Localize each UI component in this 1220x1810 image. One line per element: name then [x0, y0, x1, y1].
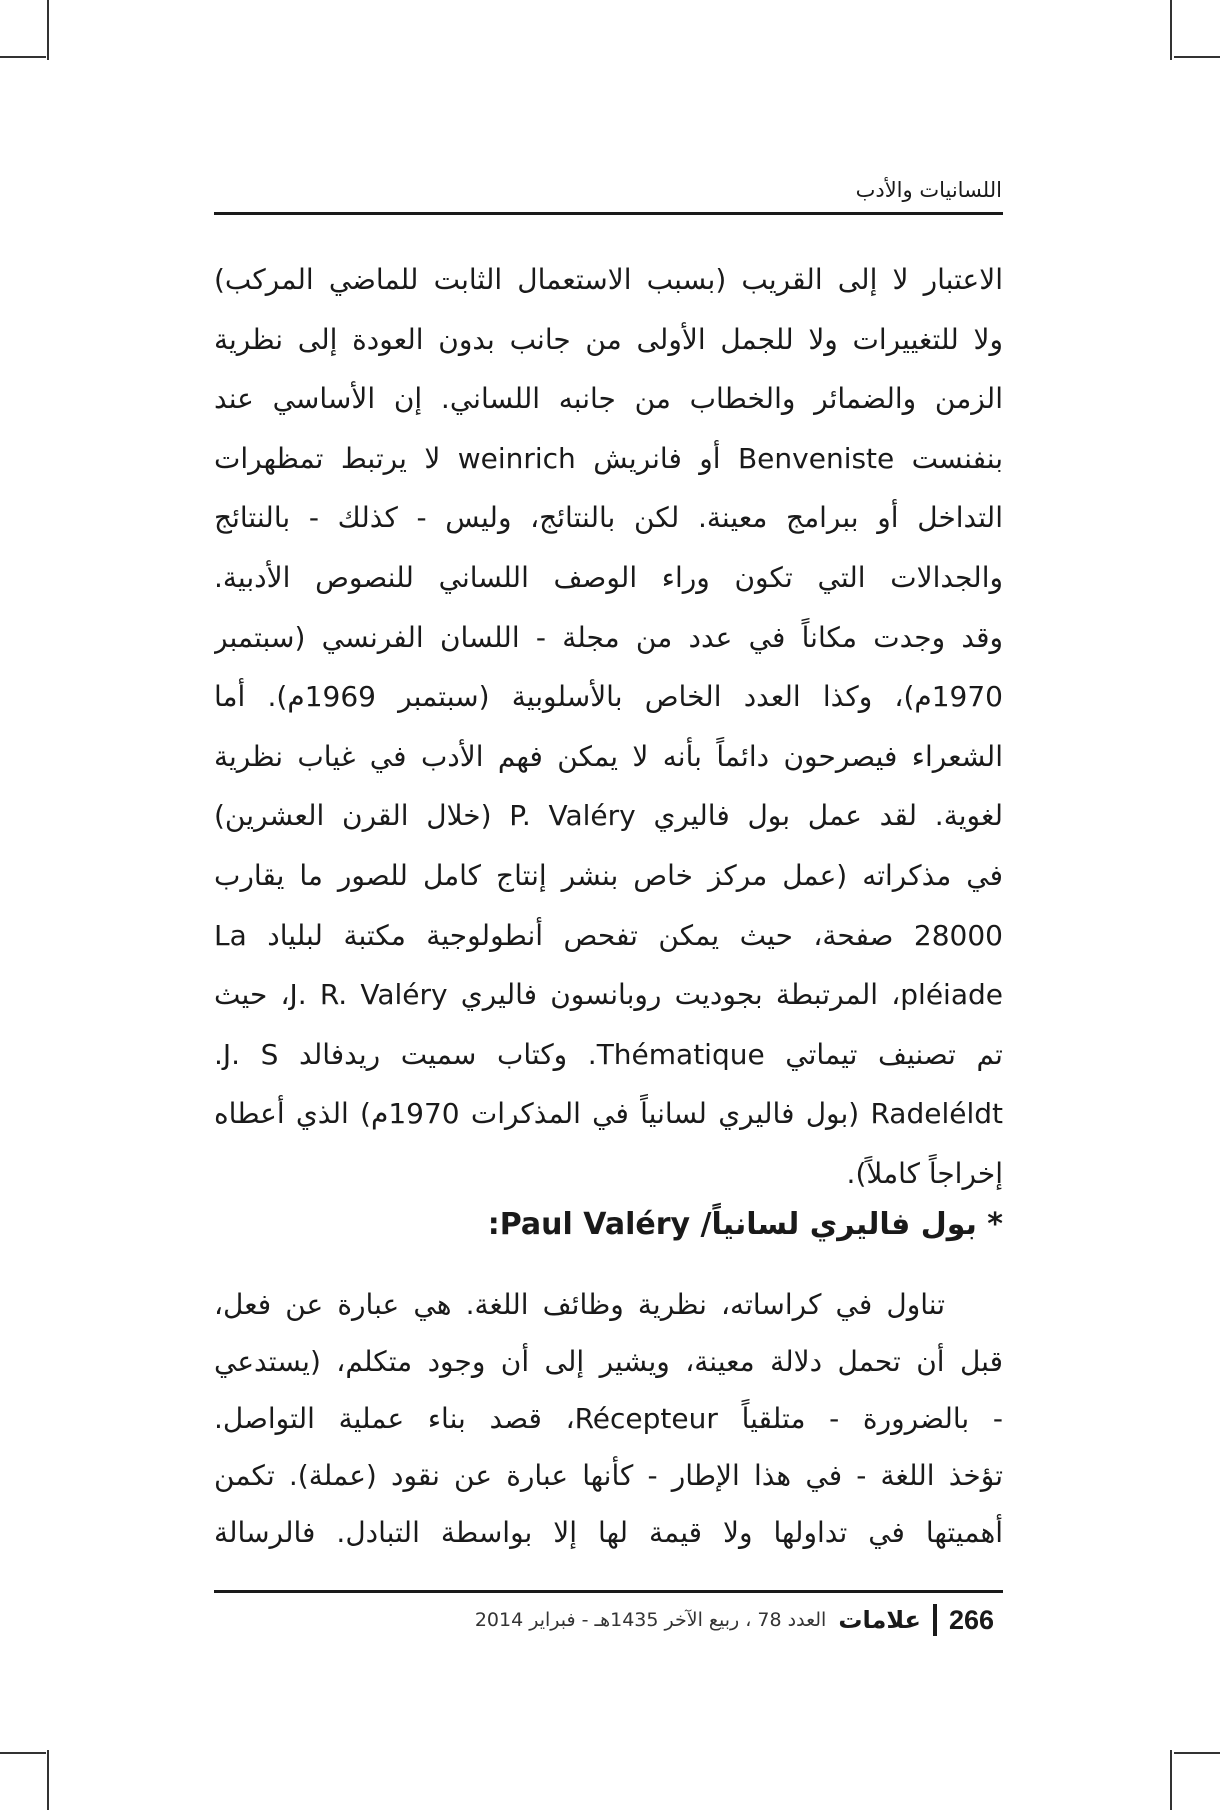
text-line: قبل أن تحمل دلالة معينة، ويشير إلى أن وجود متكلم، (يستدعي: [214, 1345, 1003, 1378]
header-rule: [214, 212, 1003, 215]
crop-mark: [0, 56, 46, 58]
text-line: تناول في كراساته، نظرية وظائف اللغة. هي عبارة عن فعل،: [214, 1288, 945, 1321]
text-line: التداخل أو ببرامج معينة. لكن بالنتائج، وليس - كذلك - بالنتائج: [214, 501, 1003, 535]
text-line: 1970م)، وكذا العدد الخاص بالأسلوبية (سبتمبر 1969م). أما: [214, 680, 1003, 714]
crop-mark: [47, 1750, 49, 1810]
section-heading: * بول فاليري لسانياً/ Paul Valéry:: [487, 1207, 1003, 1242]
text-line: Radeléldt (بول فاليري لسانياً في المذكرات 1970م) الذي أعطاه: [214, 1097, 1003, 1131]
issue-info: العدد 78 ، ربيع الآخر 1435هـ - فبراير 2014: [474, 1609, 827, 1631]
text-line: 28000 صفحة، حيث يمكن تفحص أنطولوجية مكتبة لبلياد La: [214, 918, 1003, 952]
text-line: لغوية. لقد عمل بول فاليري P. Valéry (خلال القرن العشرين): [214, 799, 1003, 833]
text-line: أهميتها في تداولها ولا قيمة لها إلا بواسطة التبادل. فالرسالة: [214, 1516, 1003, 1549]
journal-name: علامات: [838, 1606, 921, 1634]
text-line: في مذكراته (عمل مركز خاص بنشر إنتاج كامل للصور ما يقارب: [214, 858, 1003, 892]
paragraph-1: [214, 250, 1003, 1204]
page-footer: [214, 1602, 994, 1638]
text-line: والجدالات التي تكون وراء الوصف اللساني للنصوص الأدبية.: [214, 560, 1003, 594]
text-line: إخراجاً كاملاً).: [846, 1156, 1003, 1190]
text-line: وقد وجدت مكاناً في عدد من مجلة - اللسان الفرنسي (سبتمبر: [214, 620, 1003, 654]
crop-mark: [1174, 1752, 1220, 1754]
text-line: بنفنست Benveniste أو فانريش weinrich لا يرتبط تمظهرات: [214, 441, 1003, 475]
footer-divider: [933, 1604, 937, 1636]
text-line: pléiade، المرتبطة بجوديت روبانسون فاليري J. R. Valéry، حيث: [214, 978, 1003, 1012]
text-line: الشعراء فيصرحون دائماً بأنه لا يمكن فهم الأدب في غياب نظرية: [214, 739, 1003, 773]
crop-mark: [47, 0, 49, 60]
crop-mark: [1174, 56, 1220, 58]
text-line: الاعتبار لا إلى القريب (بسبب الاستعمال الثابت للماضي المركب): [214, 263, 1003, 296]
text-line: تم تصنيف تيماتي Thématique. وكتاب سميت ريدفالد J. S.: [214, 1037, 1003, 1071]
page-number: 266: [948, 1604, 994, 1635]
crop-mark: [1170, 1750, 1172, 1810]
running-title: اللسانيات والأدب: [855, 178, 1002, 202]
crop-mark: [1170, 0, 1172, 60]
crop-mark: [0, 1752, 46, 1754]
footer-rule: [214, 1590, 1003, 1593]
text-line: ولا للتغييرات ولا للجمل الأولى من جانب بدون العودة إلى نظرية: [214, 322, 1003, 356]
text-line: تؤخذ اللغة - في هذا الإطار - كأنها عبارة عن نقود (عملة). تكمن: [214, 1459, 1003, 1492]
paragraph-2: [214, 1276, 1003, 1561]
text-line: - بالضرورة - متلقياً Récepteur، قصد بناء عملية التواصل.: [214, 1402, 1003, 1435]
text-line: الزمن والضمائر والخطاب من جانبه اللساني. إن الأساسي عند: [214, 382, 1003, 416]
